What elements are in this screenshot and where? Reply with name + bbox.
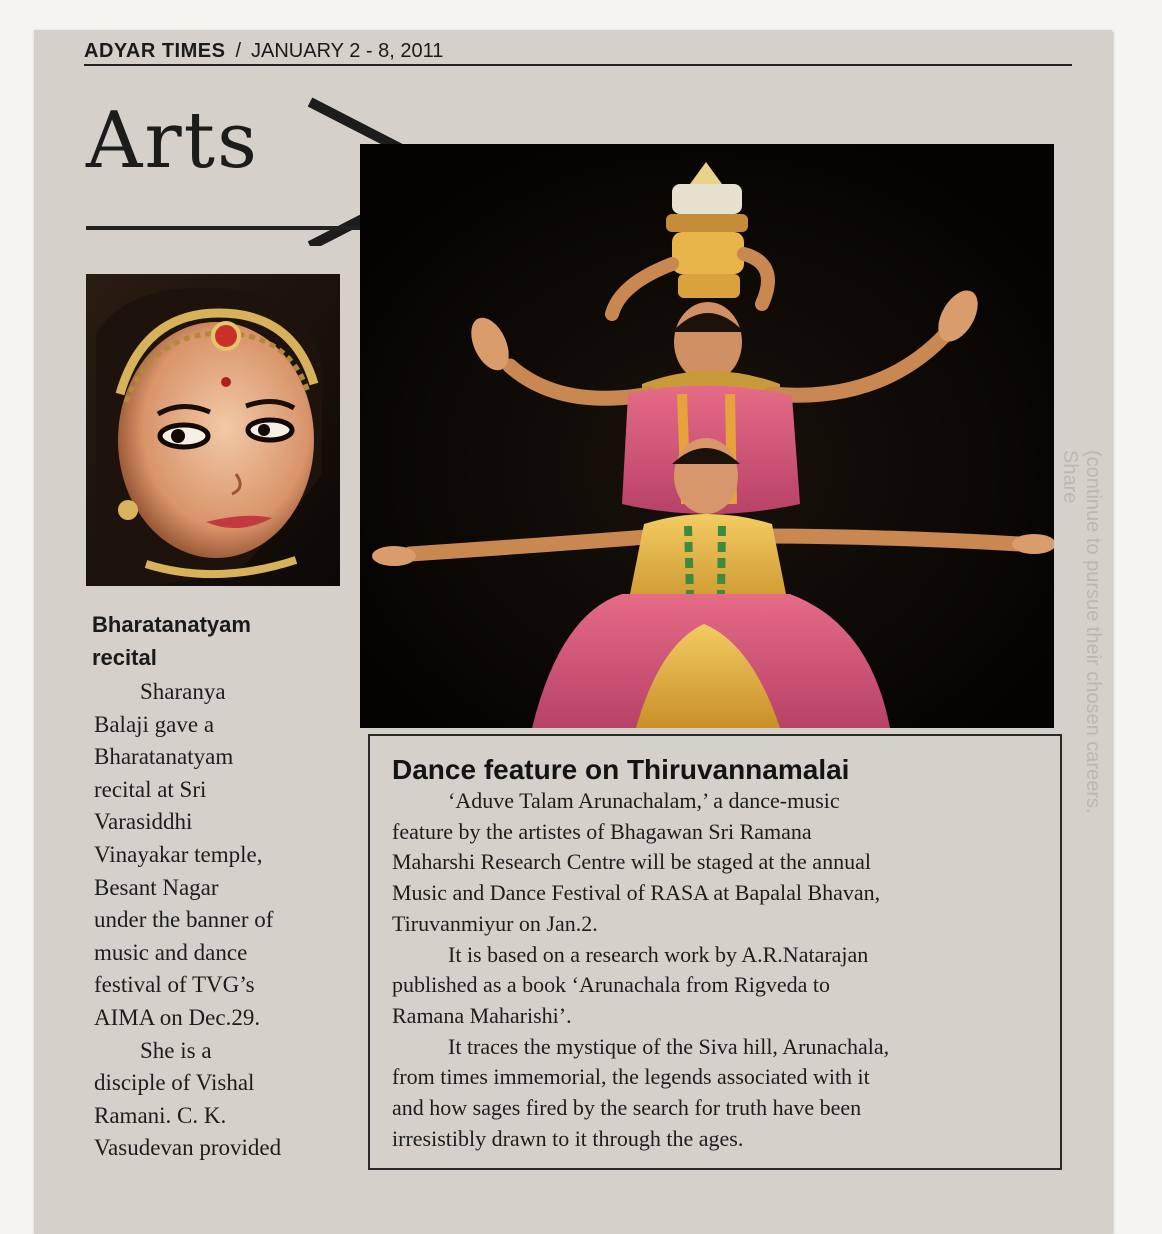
body-line: ‘Aduve Talam Arunachalam,’ a dance-music xyxy=(448,788,840,813)
body-line: music and dance xyxy=(94,939,248,965)
body-line: Sharanya xyxy=(140,679,226,704)
body-line: and how sages fired by the search for truth have been xyxy=(392,1095,862,1121)
section-title: Arts xyxy=(86,96,259,186)
body-line: Maharshi Research Centre will be staged at the annual xyxy=(392,849,871,875)
body-line: It traces the mystique of the Siva hill, Arunachala, xyxy=(448,1033,890,1059)
dance-feature-body-text xyxy=(392,786,1052,1154)
recital-body-text xyxy=(94,676,352,1165)
dance-feature-headline: Dance feature on Thiruvannamalai xyxy=(392,754,850,785)
body-line: Ramana Maharishi’. xyxy=(392,1002,572,1028)
body-line: It is based on a research work by A.R.Natarajan xyxy=(448,941,869,967)
section-rule xyxy=(86,226,364,230)
masthead-rule xyxy=(84,64,1072,66)
back-page-bleed-text: (continue to pursue their chosen careers. Share xyxy=(1059,450,1104,814)
body-line: She is a xyxy=(140,1037,212,1063)
headline-line: recital xyxy=(92,645,157,670)
dance-group-photo xyxy=(360,144,1054,728)
body-line: AIMA on Dec.29. xyxy=(94,1004,261,1030)
body-line: festival of TVG’s xyxy=(94,972,255,998)
body-line: Vasudevan provided xyxy=(94,1135,282,1161)
body-line: Bharatanatyam xyxy=(94,744,234,770)
body-line: published as a book ‘Arunachala from Rigveda to xyxy=(392,972,831,998)
body-line: disciple of Vishal xyxy=(94,1070,255,1096)
body-line: Besant Nagar xyxy=(94,874,219,900)
body-line: Varasiddhi xyxy=(94,809,193,835)
body-line: Balaji gave a xyxy=(94,711,215,737)
body-line: under the banner of xyxy=(94,907,274,933)
body-line: Music and Dance Festival of RASA at Bapalal Bhavan, xyxy=(392,880,881,906)
body-line: feature by the artistes of Bhagawan Sri Ramana xyxy=(392,818,812,844)
publication-name: ADYAR TIMES xyxy=(84,40,226,62)
body-line: Vinayakar temple, xyxy=(94,841,263,867)
dancer-portrait-photo xyxy=(86,274,340,586)
body-line: Tiruvanmiyur on Jan.2. xyxy=(392,910,598,936)
headline-line: Bharatanatyam xyxy=(92,612,251,637)
body-line: irresistibly drawn to it through the ages. xyxy=(392,1125,744,1151)
masthead-separator: / xyxy=(235,40,242,62)
recital-headline xyxy=(92,608,342,674)
body-line: recital at Sri xyxy=(94,776,207,802)
issue-date: JANUARY 2 - 8, 2011 xyxy=(251,40,444,62)
body-line: Ramani. C. K. xyxy=(94,1102,227,1128)
body-line: from times immemorial, the legends associated with it xyxy=(392,1064,870,1090)
